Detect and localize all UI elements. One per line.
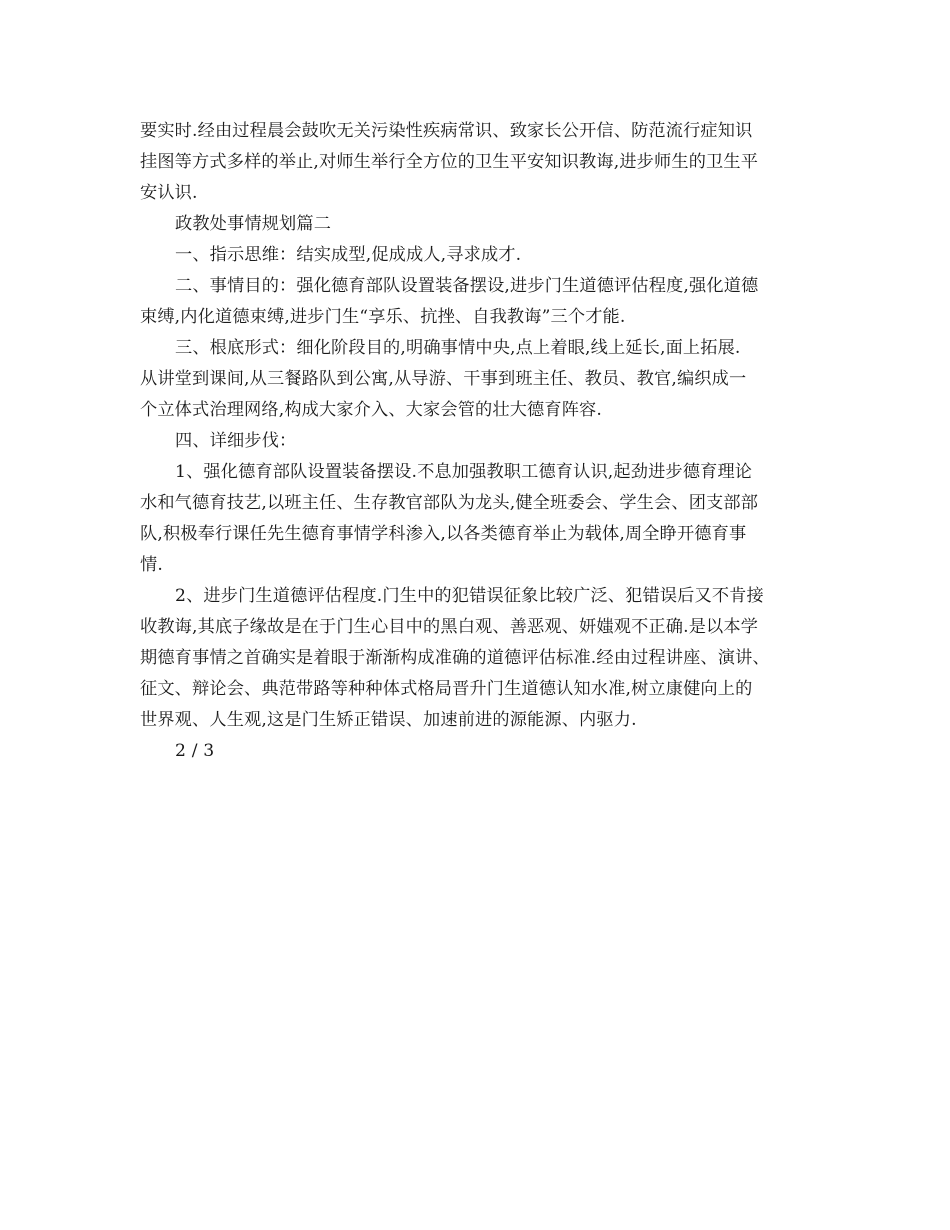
paragraph-line: 挂图等方式多样的举止,对师生举行全方位的卫生平安知识教诲,进步师生的卫生平: [140, 152, 759, 172]
paragraph-line: 四、详细步伐：: [175, 431, 297, 451]
paragraph-line: 安认识.: [140, 183, 198, 203]
paragraph-line: 束缚,内化道德束缚,进步门生“享乐、抗挫、自我教诲”三个才能.: [140, 307, 626, 327]
paragraph-line: 个立体式治理网络,构成大家介入、大家会管的壮大德育阵容.: [140, 400, 603, 420]
paragraph-line: 收教诲,其底子缘故是在于门生心目中的黑白观、善恶观、妍媸观不正确.是以本学: [140, 617, 759, 637]
paragraph-line: 情.: [140, 555, 163, 575]
document-page: [140, 116, 820, 767]
paragraph-line: 一、指示思维：结实成型,促成成人,寻求成才.: [175, 245, 522, 265]
paragraph-line: 二、事情目的：强化德育部队设置装备摆设,进步门生道德评估程度,强化道德: [175, 276, 759, 296]
paragraph-line: 队,积极奉行课任先生德育事情学科渗入,以各类德育举止为载体,周全睁开德育事: [140, 524, 747, 544]
paragraph-line: 水和气德育技艺,以班主任、生存教官部队为龙头,健全班委会、学生会、团支部部: [140, 493, 759, 513]
section-heading: 政教处事情规划篇二: [175, 214, 332, 234]
paragraph-line: 世界观、人生观,这是门生矫正错误、加速前进的源能源、内驱力.: [140, 710, 637, 730]
paragraph-line: 要实时.经由过程晨会鼓吹无关污染性疾病常识、致家长公开信、防范流行症知识: [140, 121, 753, 141]
paragraph-line: 征文、辩论会、典范带路等种种体式格局晋升门生道德认知水准,树立康健向上的: [140, 679, 753, 699]
paragraph-line: 1、强化德育部队设置装备摆设.不息加强教职工德育认识,起劲进步德育理论: [175, 462, 753, 482]
paragraph-line: 期德育事情之首确实是着眼于渐渐构成准确的道德评估标准.经由过程讲座、演讲、: [140, 648, 770, 668]
page-number: 2 / 3: [175, 741, 215, 761]
paragraph-line: 三、根底形式：细化阶段目的,明确事情中央,点上着眼,线上延长,面上拓展.: [175, 338, 741, 358]
paragraph-line: 2、进步门生道德评估程度.门生中的犯错误征象比较广泛、犯错误后又不肯接: [175, 586, 764, 606]
paragraph-line: 从讲堂到课间,从三餐路队到公寓,从导游、干事到班主任、教员、教官,编织成一: [140, 369, 747, 389]
